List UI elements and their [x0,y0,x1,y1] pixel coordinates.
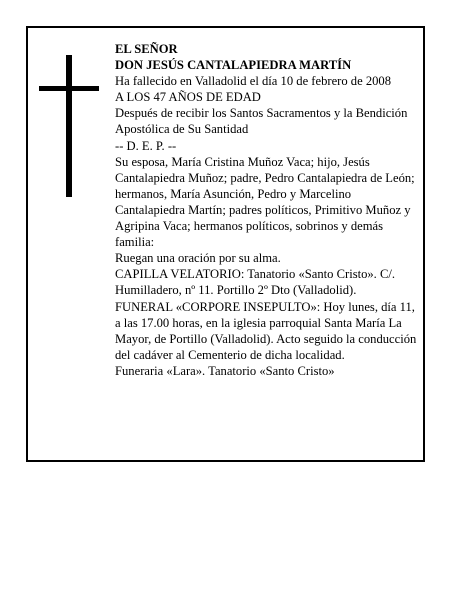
deceased-name: DON JESÚS CANTALAPIEDRA MARTÍN [115,58,352,73]
sacraments-line: Después de recibir los Santos Sacramentos y la Bendición Apostólica de Su Santidad [115,106,408,137]
family-paragraph: Su esposa, María Cristina Muñoz Vaca; hijo, Jesús Cantalapiedra Muñoz; padre, Pedro Cantalapiedra de León; hermanos, María Asunción, Pedro y Marcelino Cantalapiedra Martín; padres políticos, Primitivo Muñoz y Agripina Vaca; hermanos políticos, sobrinos y demás familia: [115,154,415,250]
notice-text [115,41,421,379]
latin-cross-icon [39,55,99,197]
cross-vertical-bar [66,55,72,197]
notice-title: EL SEÑOR [115,42,178,56]
death-info: Ha fallecido en Valladolid el día 10 de febrero de 2008 [115,74,392,89]
rip-line: -- D. E. P. -- [115,138,177,153]
chapel-paragraph: CAPILLA VELATORIO: Tanatorio «Santo Cristo». C/. Humilladero, nº 11. Portillo 2º Dto (Valladolid). [115,267,396,298]
prayer-line: Ruegan una oración por su alma. [115,251,281,266]
cross-horizontal-bar [39,86,99,91]
funeral-home-line: Funeraria «Lara». Tanatorio «Santo Cristo» [115,363,335,378]
funeral-paragraph: FUNERAL «CORPORE INSEPULTO»: Hoy lunes, día 11, a las 17.00 horas, en la iglesia parroquial Santa María La Mayor, de Portillo (Valladolid). Acto seguido la conducción del cadáver al Cementerio de dicha localidad. [115,299,417,362]
age-line: A LOS 47 AÑOS DE EDAD [115,90,261,105]
obituary-notice [26,26,425,462]
